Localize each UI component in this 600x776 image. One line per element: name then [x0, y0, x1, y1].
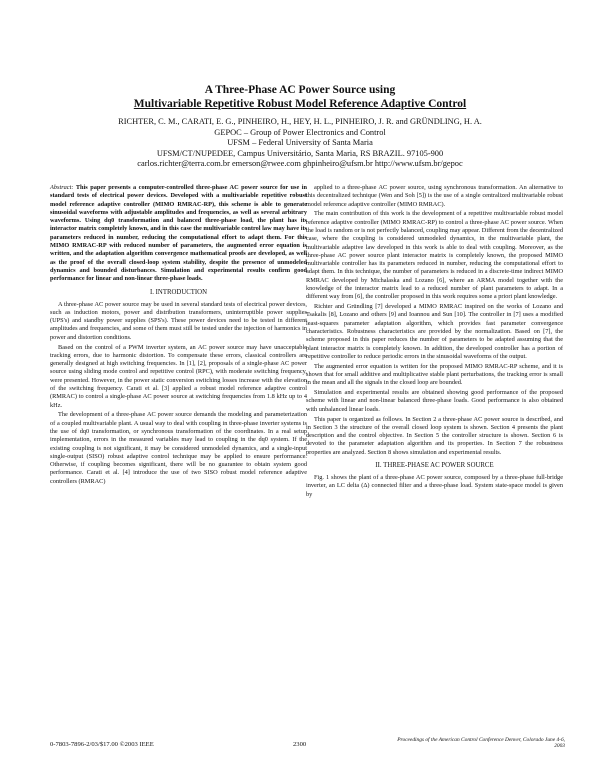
- paragraph: The main contribution of this work is the development of a repetitive multivariable robust model reference adaptive controller (MIMO RMRAC-RP) to control a three-phase AC power source. When the load is random or is not perfectly balanced, coupling may appear. Different from the decentralized case, where the coupling is considered unmodeled dynamics, in the multivariable plant, the multivariable adaptive law developed in this work is able to deal with coupling. Moreover, as the three-phase AC power source plant interactor matrix is completely known, the proposed MIMO multivariable controller has its parameters reduced in number, reducing the computational effort to adapt them. In this technique, the number of parameters is reduced in a discrete-time indirect MIMO RMRAC developed by Michalaska and Lozano [6], where an ARMA model together with the knowledge of the interactor matrix lead to a reduced number of plant parameters to adapt. In a different way from [6], the controller proposed in this work requires some a priori plant knowledge.: [306, 210, 563, 301]
- author-university: UFSM – Federal University of Santa Maria: [227, 138, 373, 147]
- paragraph: Simulation and experimental results are obtained showing good performance of the proposed scheme with linear and non-linear balanced three-phase loads. Good performance is also obtained with unbalanced linear loads.: [306, 389, 563, 413]
- abstract-text: This paper presents a computer-controlled three-phase AC power source for use in standard tests of electrical power devices. Developed with a multivariable repetitive robust model reference adaptive controller (MIMO RMRAC-RP), this scheme is able to generate sinusoidal waveforms with adjustable amplitudes and frequencies, as well as several arbitrary waveforms. Using dq0 transformation and balanced three-phase load, the plant has its interactor matrix completely known, and in this case the multivariable control law may have its parameters reduced in number, reducing the computational effort to adapt them. For this MIMO RMRAC-RP with reduced number of parameters, the augmented error equation is written, and the adaptation algorithm convergence mathematical proofs are developed, as well as the proof of the overall closed-loop system stability, despite the presence of unmodeled dynamics and bounded disturbances. Simulation and experimental results confirm good performance for linear and non-linear three-phase loads.: [50, 184, 307, 283]
- footer-copyright: 0-7803-7896-2/03/$17.00 ©2003 IEEE: [50, 741, 154, 748]
- section-heading-power-source: II. THREE-PHASE AC POWER SOURCE: [375, 462, 494, 469]
- abstract: [50, 184, 307, 284]
- title-line-2: Multivariable Repetitive Robust Model Reference Adaptive Control: [133, 98, 467, 110]
- paragraph: This paper is organized as follows. In Section 2 a three-phase AC power source is described, and in Section 3 the structure of the overall closed loop system is shown. Section 4 presents the plant description and the control objective. In Section 5 the controller structure is shown. Section 6 is devoted to the parameter adaptation algorithm and its properties. In Section 7 the robustness properties are analyzed. Section 8 shows simulation and experimental results.: [306, 415, 563, 456]
- right-column: [306, 184, 563, 500]
- footer-proceedings: Proceedings of the American Control Conference Denver, Colorado June 4-6, 2003: [397, 737, 565, 750]
- author-block: [0, 117, 600, 170]
- author-names: RICHTER, C. M., CARATI, E. G., PINHEIRO, H., HEY, H. L., PINHEIRO, J. R. and GRÜNDLING, H. A.: [118, 117, 482, 126]
- paragraph: The development of a three-phase AC power source demands the modeling and parameterization of a coupled multivariable plant. A usual way to deal with coupling in three-phase inverter systems is the use of dq0 transformation, or synchronous transformation of the coordinates. In a real setup implementation, errors in the measured variables may lead to coupling in the dq0 system. If the existing coupling is not significant, it may be considered unmodeled dynamics, and a single-input single-output (SISO) robust adaptive control technique may be applied to ensure performance. Otherwise, if coupling becomes significant, there will be no guarantee to obtain system good performance. Carati et al. [4] introduce the use of two SISO robust model reference adaptive controllers (RMRAC): [50, 411, 307, 485]
- section-heading-introduction: I. INTRODUCTION: [149, 288, 207, 296]
- author-emails: carlos.richter@terra.com.br emerson@rwee.com ghpinheiro@ufsm.br http://www.ufsm.br/gepoc: [137, 159, 463, 168]
- paragraph: Based on the control of a PWM inverter system, an AC power source may have unacceptable tracking errors, due to harmonic distortion. To compensate these errors, classical controllers are generally designed at high switching frequencies. In [1], [2], proposals of a single-phase AC power source using sliding mode control and repetitive control (RPC), with moderate switching frequency, were presented. However, in the power static conversion switching losses increase with the elevation of the switching frequency. Carati et al. [3] applied a robust model reference adaptive control (RMRAC) to control a single-phase AC power source at switching frequencies from 1.8 kHz up to 4 kHz.: [50, 343, 307, 409]
- paragraph: Fig. 1 shows the plant of a three-phase AC power source, composed by a three-phase full-bridge inverter, an LC delta (Δ) connected filter and a three-phase load. System state-space model is given by: [306, 473, 563, 498]
- paragraph: The augmented error equation is written for the proposed MIMO RMRAC-RP scheme, and it is shown that for small additive and multiplicative stable plant perturbations, the tracking error is small in the mean and all the signals in the closed loop are bounded.: [306, 362, 563, 387]
- paragraph: Richter and Gründling [7] developed a MIMO RMRAC inspired on the works of Lozano and Tsakalis [8], Lozano and others [9] and Ioannou and Sun [10]. The controller in [7] uses a modified least-squares parameter adaptation algorithm, which provides fast parameter convergence characteristics. Robustness characteristics are provided by the normalization. Based on [7], the scheme proposed in this paper reduces the number of parameters to be adapted assuming that the plant interactor matrix is completely known. In addition, the developed controller has a portion of repetitive controller to reduce periodic errors in the sinusoidal waveforms of the output.: [306, 303, 563, 360]
- page-number: 2300: [293, 741, 307, 748]
- abstract-label: Abstract:: [50, 184, 74, 191]
- paragraph: A three-phase AC power source may be used in several standard tests of electrical power devices, such as induction motors, power and distribution transformers, uninterruptible power supplies (UPS's) and standby power supplies (SPS's). These power devices need to be tested in different amplitudes and frequencies, and some of them must still be tested under the injection of harmonics in power and distortion conditions.: [50, 300, 307, 341]
- author-group: GEPOC – Group of Power Electronics and Control: [214, 127, 386, 137]
- title-line-1: A Three-Phase AC Power Source using: [204, 84, 396, 96]
- paragraph: applied to a three-phase AC power source, using synchronous transformation. An alternative to this decentralized technique (Wen and Soh [5]) is the use of a single centralized multivariable robust model reference adaptive controller (MIMO RMRAC).: [306, 184, 563, 208]
- left-column: [50, 184, 307, 488]
- author-address: UFSM/CT/NUPEDEE, Campus Universitário, Santa Maria, RS BRAZIL. 97105-900: [156, 148, 444, 158]
